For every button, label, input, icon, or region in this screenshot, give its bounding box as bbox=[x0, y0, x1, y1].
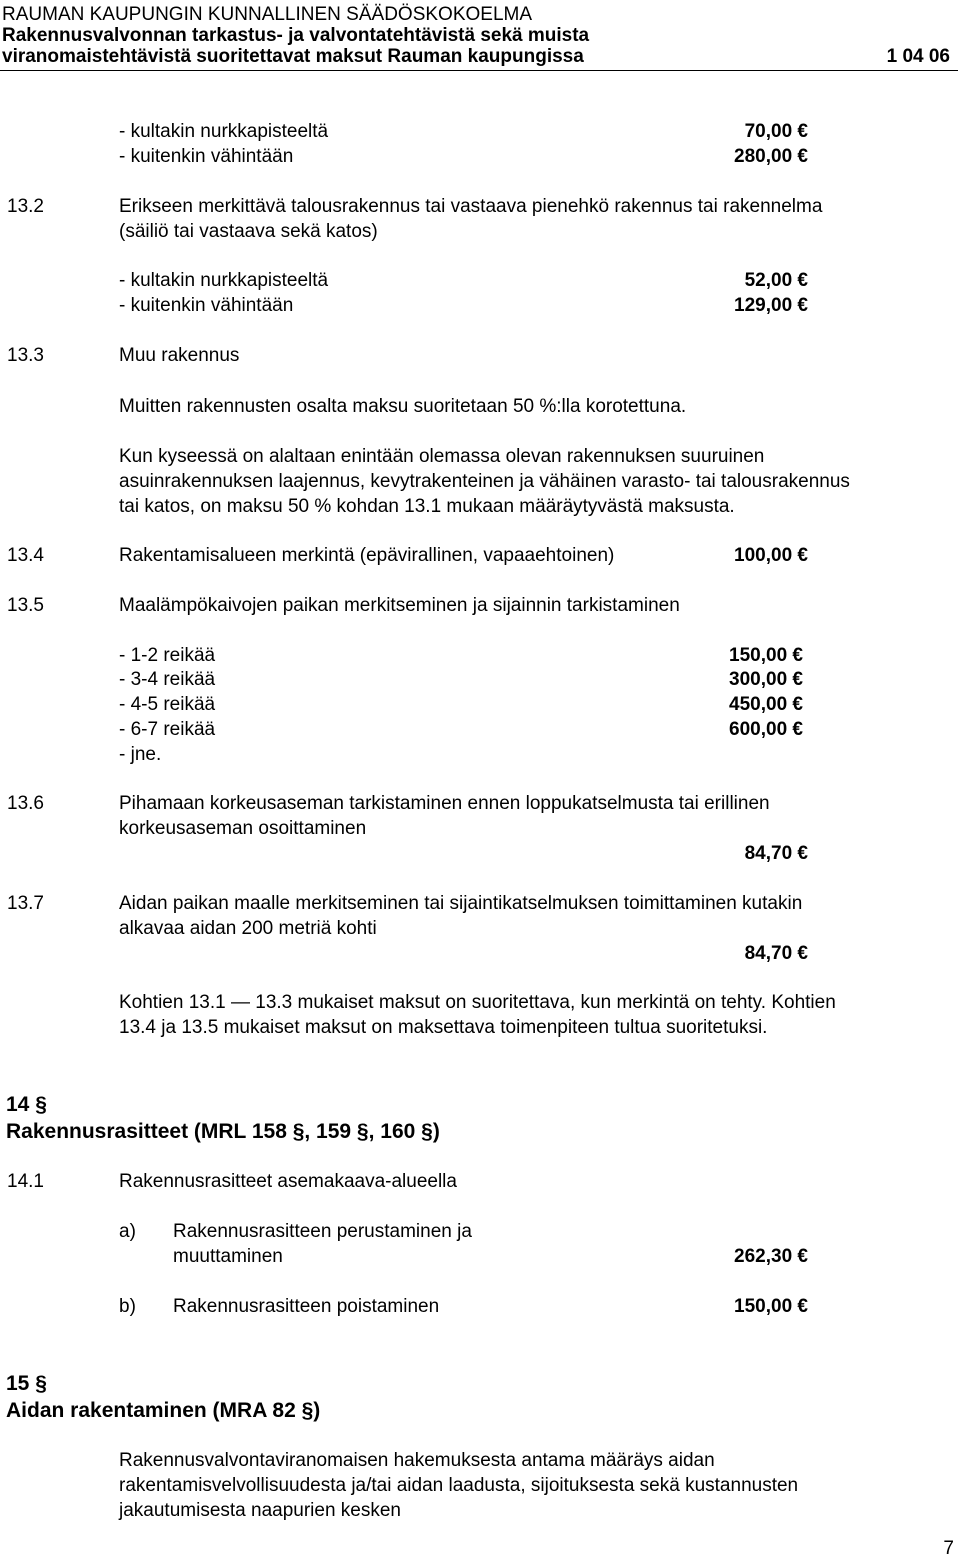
list-item-label: - 4-5 reikää bbox=[119, 694, 216, 715]
list-item-amount: 150,00 € bbox=[729, 645, 803, 666]
section-amount: 84,70 € bbox=[744, 843, 808, 864]
list-item-label: - 6-7 reikää bbox=[119, 719, 216, 740]
list-item-label: - 3-4 reikää bbox=[119, 669, 216, 690]
list-item-label: Rakennusrasitteen poistaminen bbox=[173, 1296, 440, 1317]
list-item-amount: 600,00 € bbox=[729, 719, 803, 740]
list-item-amount: 450,00 € bbox=[729, 694, 803, 715]
section-paragraph: tai katos, on maksu 50 % kohdan 13.1 mukaan määräytyvästä maksusta. bbox=[119, 496, 735, 517]
list-item-marker: a) bbox=[119, 1221, 136, 1242]
header-subtitle-1: Rakennusvalvonnan tarkastus- ja valvontatehtävistä sekä muista bbox=[2, 25, 590, 46]
section-text: korkeusaseman osoittaminen bbox=[119, 818, 367, 839]
list-item-amount: 280,00 € bbox=[734, 146, 808, 167]
section-text: Rakentamisalueen merkintä (epävirallinen, vapaaehtoinen) bbox=[119, 545, 615, 566]
header-code: 1 04 06 bbox=[886, 46, 950, 67]
header-title: RAUMAN KAUPUNGIN KUNNALLINEN SÄÄDÖSKOKOELMA bbox=[2, 4, 533, 25]
list-item-amount: 70,00 € bbox=[744, 121, 808, 142]
page-number: 7 bbox=[943, 1538, 954, 1559]
section-amount: 100,00 € bbox=[734, 545, 808, 566]
section-heading-title: Aidan rakentaminen (MRA 82 §) bbox=[6, 1399, 321, 1422]
header-subtitle-2: viranomaistehtävistä suoritettavat maksut Rauman kaupungissa bbox=[2, 46, 584, 67]
section-number: 13.2 bbox=[7, 196, 44, 217]
section-amount: 84,70 € bbox=[744, 943, 808, 964]
section-title: Muu rakennus bbox=[119, 345, 240, 366]
list-item-amount: 300,00 € bbox=[729, 669, 803, 690]
section-paragraph: rakentamisvelvollisuudesta ja/tai aidan laadusta, sijoituksesta sekä kustannusten bbox=[119, 1475, 799, 1496]
list-item-label: - kultakin nurkkapisteeltä bbox=[119, 121, 329, 142]
list-item-label: - kuitenkin vähintään bbox=[119, 295, 294, 316]
section-number: 13.6 bbox=[7, 793, 44, 814]
section-text: Pihamaan korkeusaseman tarkistaminen ennen loppukatselmusta tai erillinen bbox=[119, 793, 770, 814]
list-item-label: muuttaminen bbox=[173, 1246, 283, 1267]
section-note: Kohtien 13.1 — 13.3 mukaiset maksut on suoritettava, kun merkintä on tehty. Kohtien bbox=[119, 992, 836, 1013]
section-paragraph: jakautumisesta naapurien kesken bbox=[119, 1500, 402, 1521]
header-divider bbox=[0, 70, 958, 71]
section-text: Erikseen merkittävä talousrakennus tai vastaava pienehkö rakennus tai rakennelma bbox=[119, 196, 823, 217]
list-item-label: - jne. bbox=[119, 744, 162, 765]
list-item-label: - 1-2 reikää bbox=[119, 645, 216, 666]
list-item-label: - kultakin nurkkapisteeltä bbox=[119, 270, 329, 291]
list-item-amount: 129,00 € bbox=[734, 295, 808, 316]
section-number: 13.5 bbox=[7, 595, 44, 616]
list-item-marker: b) bbox=[119, 1296, 136, 1317]
section-heading-number: 15 § bbox=[6, 1372, 47, 1395]
section-title: Rakennusrasitteet asemakaava-alueella bbox=[119, 1171, 457, 1192]
section-note: 13.4 ja 13.5 mukaiset maksut on maksettava toimenpiteen tultua suoritetuksi. bbox=[119, 1017, 768, 1038]
section-text: alkavaa aidan 200 metriä kohti bbox=[119, 918, 377, 939]
section-heading-number: 14 § bbox=[6, 1093, 47, 1116]
section-paragraph: Rakennusvalvontaviranomaisen hakemuksesta antama määräys aidan bbox=[119, 1450, 715, 1471]
section-text: (säiliö tai vastaava sekä katos) bbox=[119, 221, 378, 242]
section-text: Maalämpökaivojen paikan merkitseminen ja sijainnin tarkistaminen bbox=[119, 595, 680, 616]
section-number: 13.7 bbox=[7, 893, 44, 914]
list-item-amount: 52,00 € bbox=[744, 270, 808, 291]
section-heading-title: Rakennusrasitteet (MRL 158 §, 159 §, 160 §) bbox=[6, 1120, 440, 1143]
section-paragraph: asuinrakennuksen laajennus, kevytrakenteinen ja vähäinen varasto- tai talousrakennus bbox=[119, 471, 850, 492]
section-paragraph: Muitten rakennusten osalta maksu suoritetaan 50 %:lla korotettuna. bbox=[119, 396, 687, 417]
list-item-label: - kuitenkin vähintään bbox=[119, 146, 294, 167]
list-item-label: Rakennusrasitteen perustaminen ja bbox=[173, 1221, 472, 1242]
section-number: 13.3 bbox=[7, 345, 44, 366]
section-text: Aidan paikan maalle merkitseminen tai sijaintikatselmuksen toimittaminen kutakin bbox=[119, 893, 803, 914]
section-number: 14.1 bbox=[7, 1171, 44, 1192]
list-item-amount: 150,00 € bbox=[734, 1296, 808, 1317]
section-paragraph: Kun kyseessä on alaltaan enintään olemassa olevan rakennuksen suuruinen bbox=[119, 446, 765, 467]
list-item-amount: 262,30 € bbox=[734, 1246, 808, 1267]
section-number: 13.4 bbox=[7, 545, 44, 566]
